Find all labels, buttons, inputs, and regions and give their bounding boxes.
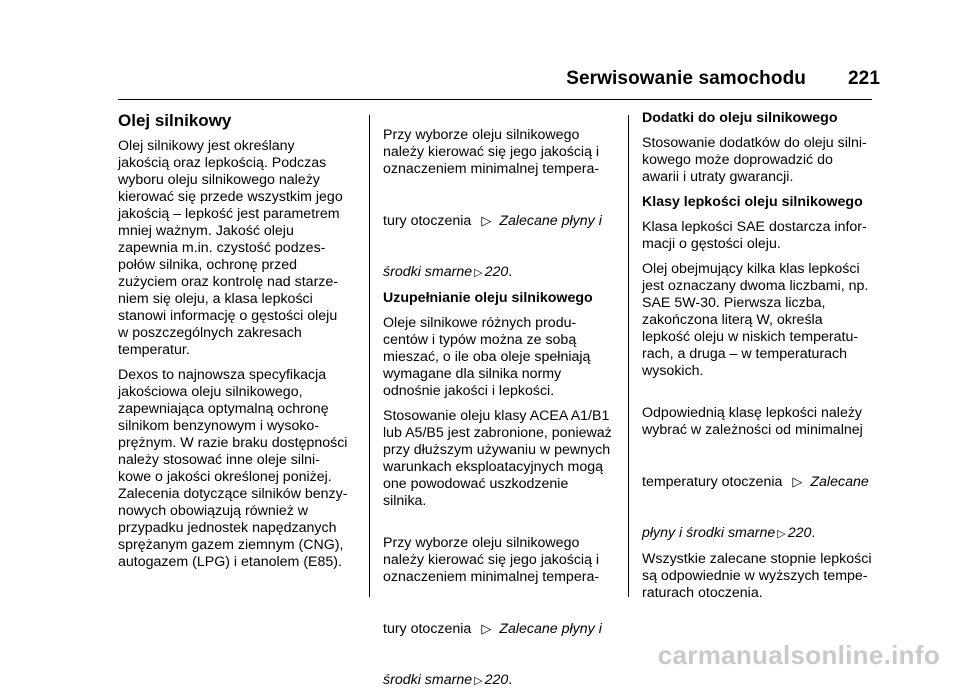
paragraph: Dexos to najnowsza specyfikacja jakościowa oleju silnikowego, zapewniająca optymalną ochronę silnikom benzynowym i wysoko- prężnym. W razie braku dostępności należy stosować inne oleje silni- kowe o jakości określonej poniżej. Zalecenia dotyczące silników benzy- nowych obowiązują również w przypadku jednostek napędzanych sprężanym gazem ziemnym (CNG), autogazem (LPG) i etanolem (E85). — [118, 367, 348, 570]
cross-reference-link[interactable]: środki smarne — [383, 672, 473, 688]
subsection-heading: Uzupełnianie oleju silnikowego — [383, 290, 593, 306]
paragraph: Stosowanie oleju klasy ACEA A1/B1 lub A5/B5 jest zabronione, ponieważ przy dłuższym używaniu w pewnych warunkach eksploatacyjnych mogą one powodować uszkodzenie silnika. — [383, 408, 612, 509]
triangle-reference-icon: ▷ — [481, 621, 492, 636]
triangle-reference-icon: ▷ — [481, 213, 492, 228]
paragraph: Wszystkie zalecane stopnie lepkości są odpowiednie w wyższych tempe- raturach otoczenia. — [642, 551, 872, 601]
triangle-reference-icon: ▷ — [792, 474, 803, 489]
section-heading: Olej silnikowy — [118, 111, 232, 130]
column-divider — [628, 115, 629, 597]
column-left — [118, 110, 364, 579]
paragraph-text: tury otoczenia — [383, 213, 472, 229]
paragraph-text: temperatury otoczenia — [642, 474, 783, 490]
paragraph-text: Przy wyborze oleju silnikowego należy kierować się jego jakością i oznaczeniem minimalnej tempera- — [383, 127, 600, 177]
paragraph: Olej obejmujący kilka klas lepkości jest oznaczany dwoma liczbami, np. SAE 5W-30. Pierwsza liczba, zakończona literą W, określa lepkość oleju w niskich temperatu- rach, a druga – w temperaturach wysokich. — [642, 261, 869, 379]
subsection-heading: Klasy lepkości oleju silnikowego — [642, 194, 863, 210]
paragraph-text: tury otoczenia — [383, 621, 472, 637]
page-header — [0, 68, 880, 90]
page-arrow-icon: ▷ — [777, 528, 786, 540]
cross-reference-link[interactable]: Zalecane — [810, 474, 869, 490]
paragraph-text: Odpowiednią klasę lepkości należy wybrać w zależności od minimalnej — [642, 405, 863, 438]
section-title: Serwisowanie samochodu — [566, 68, 806, 89]
page-arrow-icon: ▷ — [474, 267, 483, 279]
cross-reference-link[interactable]: Zalecane płyny i — [499, 213, 602, 229]
paragraph: Stosowanie dodatków do oleju silni- kowego może doprowadzić do awarii i utraty gwarancji. — [642, 135, 867, 185]
page-arrow-icon: ▷ — [474, 675, 483, 687]
column-middle — [383, 110, 629, 698]
paragraph: Oleje silnikowe różnych produ- centów i typów można ze sobą mieszać, o ile oba oleje spełniają wymagane dla silnika normy odnośnie jakości i lepkości. — [383, 315, 591, 399]
paragraph: Odpowiednią klasę lepkości należy wybrać w zależności od minimalnej temperatury otoczenia ▷ Zalecane płyny i środki smarne ▷ 220. — [642, 405, 869, 541]
page-reference[interactable]: 220 — [484, 264, 509, 280]
paragraph: Przy wyborze oleju silnikowego należy kierować się jego jakością i oznaczeniem minimalnej tempera- tury otoczenia ▷ Zalecane płyny i środki smarne ▷ 220. — [383, 127, 602, 280]
paragraph: Klasa lepkości SAE dostarcza infor- macji o gęstości oleju. — [642, 219, 867, 252]
subsection-heading: Dodatki do oleju silnikowego — [642, 110, 838, 126]
page-number: 221 — [847, 68, 880, 89]
paragraph: Olej silnikowy jest określany jakością oraz lepkością. Podczas wyboru oleju silnikowego należy kierować się przede wszystkim jego jakością – lepkość jest parametrem mniej ważnym. Jakość oleju zapewnia m.in. czystość podzes- połów silnika, ochronę przed zużyciem oraz kontrolę nad starze- niem się oleju, a klasa lepkości stanowi informację o gęstości oleju w poszczególnych zakresach temperatur. — [118, 138, 343, 358]
cross-reference-link[interactable]: środki smarne — [383, 264, 473, 280]
cross-reference-link[interactable]: Zalecane płyny i — [499, 621, 602, 637]
column-right — [642, 110, 882, 610]
paragraph: Przy wyborze oleju silnikowego należy kierować się jego jakością i oznaczeniem minimalnej tempera- tury otoczenia ▷ Zalecane płyny i środki smarne ▷ 220. — [383, 535, 602, 688]
header-rule — [118, 99, 872, 100]
page-reference[interactable]: 220 — [484, 672, 509, 688]
watermark: carmanualsonline.info — [657, 640, 940, 670]
page-reference[interactable]: 220 — [787, 525, 812, 541]
column-divider — [369, 115, 370, 597]
paragraph-text: Przy wyborze oleju silnikowego należy kierować się jego jakością i oznaczeniem minimalnej tempera- — [383, 535, 600, 585]
cross-reference-link[interactable]: płyny i środki smarne — [642, 525, 776, 541]
